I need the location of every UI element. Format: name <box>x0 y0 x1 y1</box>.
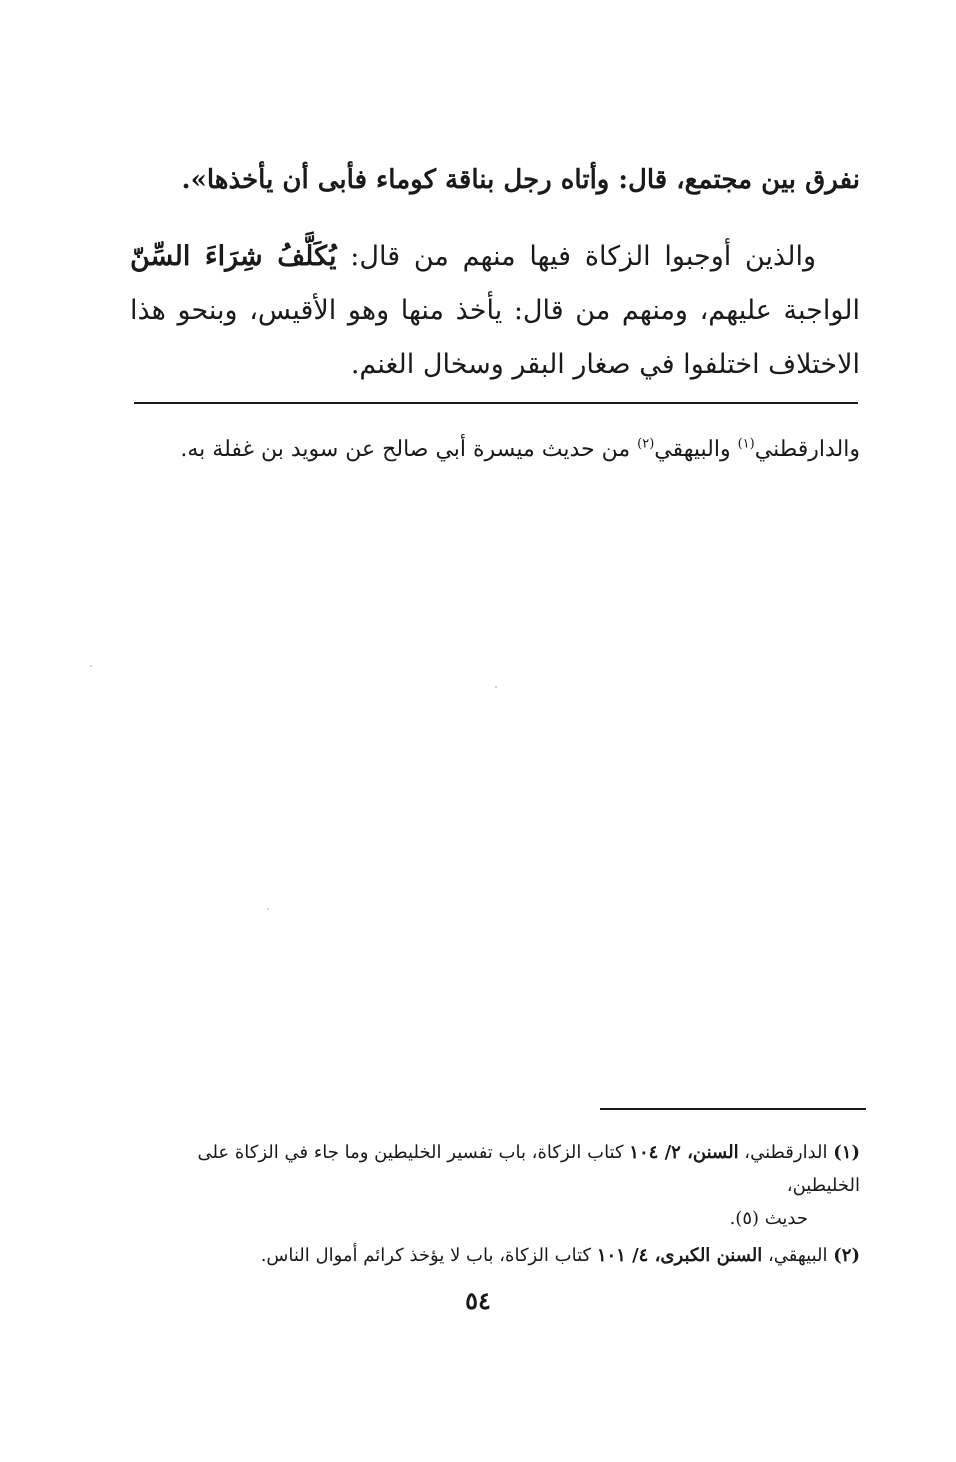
footnote-divider <box>600 1108 866 1110</box>
footnote-ref-1: (١) <box>737 436 755 452</box>
quote-line: نفرق بين مجتمع، قال: وأتاه رجل بناقة كوماء فأبى أن يأخذها». <box>181 165 860 195</box>
main-paragraph-part1: والذين أوجبوا الزكاة فيها منهم من قال: <box>336 241 816 272</box>
scan-speck <box>495 686 497 688</box>
continuation-part1: والدارقطني <box>754 437 860 462</box>
continuation-part2: والبيهقي <box>654 437 738 462</box>
main-paragraph <box>130 230 860 392</box>
footnote-1 <box>130 1136 860 1235</box>
main-paragraph-bold-phrase: يُكَلَّفُ شِرَاءَ السِّنّ <box>130 241 337 272</box>
footnote-2-number: (٢) <box>833 1245 860 1266</box>
footnote-2-rest: كتاب الزكاة، باب لا يؤخذ كرائم أموال الناس. <box>260 1245 597 1266</box>
footnote-1-rest: كتاب الزكاة، باب تفسير الخليطين وما جاء في الزكاة على الخليطين، <box>197 1142 860 1196</box>
footnote-2 <box>130 1239 860 1272</box>
footnote-1-book: السنن، ٢/ ١٠٤ <box>629 1142 739 1163</box>
continuation-part3: من حديث ميسرة أبي صالح عن سويد بن غفلة به. <box>180 437 638 462</box>
footnote-2-book: السنن الكبرى، ٤/ ١٠١ <box>596 1245 763 1266</box>
continuation-line <box>130 430 860 470</box>
footnote-2-author: البيهقي، <box>762 1245 834 1266</box>
main-paragraph-part2: الواجبة عليهم، ومنهم من قال: يأخذ منها وهو الأقيس، وبنحو هذا الاختلاف اختلفوا في صغار البقر وسخال الغنم. <box>130 295 860 380</box>
page-number: ٥٤ <box>465 1286 491 1315</box>
footnote-1-author: الدارقطني، <box>738 1142 834 1163</box>
footnotes <box>130 1136 860 1276</box>
scan-speck <box>267 908 269 910</box>
footnote-ref-2: (٢) <box>637 436 655 452</box>
footnote-1-continuation: حديث (٥). <box>729 1208 808 1229</box>
scan-speck <box>90 665 92 667</box>
footnote-1-number: (١) <box>833 1142 860 1163</box>
section-divider <box>134 402 858 404</box>
